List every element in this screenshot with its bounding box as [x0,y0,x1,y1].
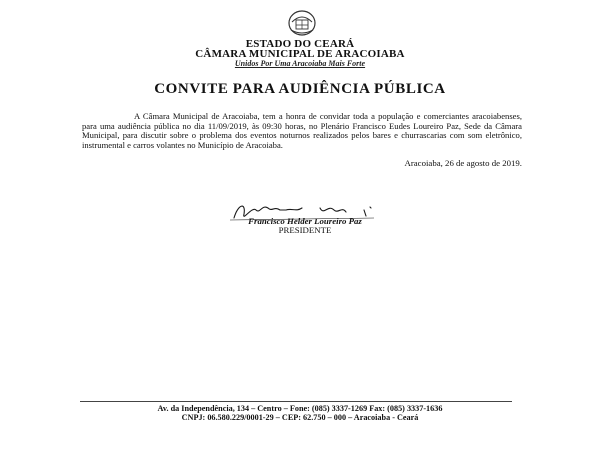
municipal-coat-of-arms-icon [287,8,317,38]
footer-divider [80,401,512,402]
signatory-role: PRESIDENTE [278,225,332,235]
document-title: CONVITE PARA AUDIÊNCIA PÚBLICA [154,81,446,97]
invitation-body: A Câmara Municipal de Aracoiaba, tem a honra de convidar toda a população e comerciantes aracoiabenses, para uma audiência pública no dia 11/09/2019, às 09:30 horas, no Plenário Francisco Eudes Loureiro Paz, Sede da Câmara Municipal, para discutir sobre o problema dos eventos noturnos realizados pelos bares e churrascarias com som eletrônico, instrumental e carros volantes no Município de Aracoiaba. [82,111,522,150]
date-line: Aracoiaba, 26 de agosto de 2019. [404,158,522,168]
header-chamber: CÂMARA MUNICIPAL DE ARACOIABA [195,48,405,60]
header-state: ESTADO DO CEARÁ [245,38,355,50]
signatory-name: Francisco Helder Loureiro Paz [248,216,362,226]
header-slogan: Unidos Por Uma Aracoiaba Mais Forte [234,59,366,68]
footer-registration: CNPJ: 06.580.229/0001-29 – CEP: 62.750 – 000 – Aracoiaba - Ceará [181,413,419,422]
footer-address: Av. da Independência, 134 – Centro – Fone: (085) 3337-1269 Fax: (085) 3337-1636 [157,404,443,413]
